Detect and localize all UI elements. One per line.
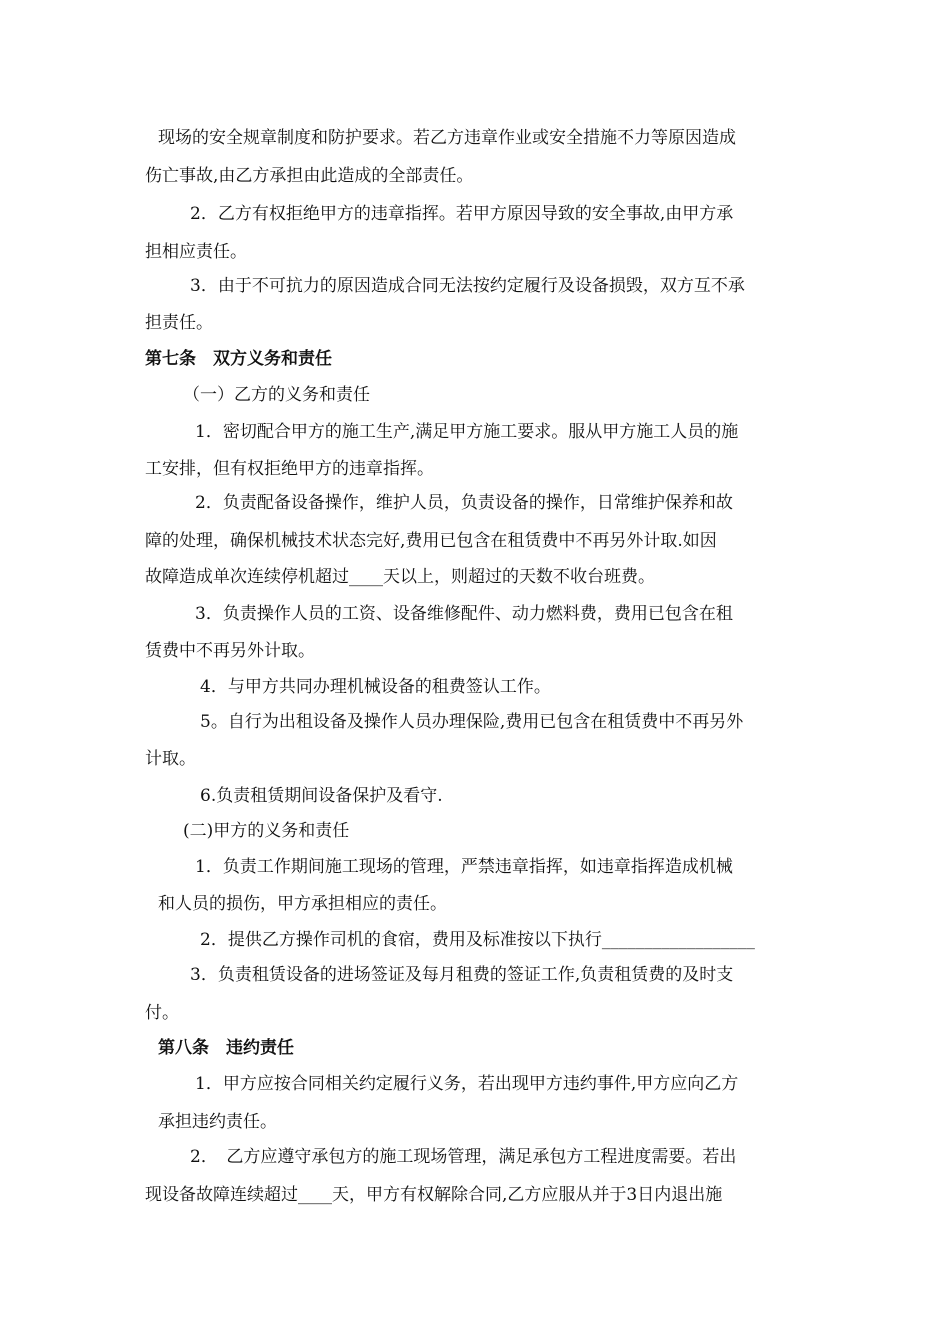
- text-line: 赁费中不再另外计取。: [145, 641, 315, 661]
- text-line: 伤亡事故,由乙方承担由此造成的全部责任。: [145, 166, 474, 186]
- text-line: 承担违约责任。: [158, 1112, 277, 1132]
- text-line: 障的处理，确保机械技术状态完好,费用已包含在租赁费中不再另外计取.如因: [145, 531, 717, 551]
- text-line: 2．负责配备设备操作，维护人员，负责设备的操作，日常维护保养和故: [195, 493, 733, 513]
- text-line: 3．由于不可抗力的原因造成合同无法按约定履行及设备损毁，双方互不承: [190, 276, 745, 296]
- text-line: 2．乙方有权拒绝甲方的违章指挥。若甲方原因导致的安全事故,由甲方承: [190, 204, 734, 224]
- text-line: 付。: [145, 1003, 179, 1023]
- text-line: 6.负责租赁期间设备保护及看守.: [200, 786, 443, 806]
- text-line: 2．提供乙方操作司机的食宿，费用及标准按以下执行__________________: [200, 930, 755, 950]
- subsection-heading: (二)甲方的义务和责任: [183, 821, 350, 841]
- text-line: 担相应责任。: [145, 242, 247, 262]
- text-line: 4．与甲方共同办理机械设备的租费签认工作。: [200, 677, 551, 697]
- section-heading-7: 第七条 双方义务和责任: [145, 349, 332, 369]
- subsection-heading: （一）乙方的义务和责任: [183, 385, 370, 405]
- text-line: 担责任。: [145, 313, 213, 333]
- text-line: 现设备故障连续超过____天，甲方有权解除合同,乙方应服从并于3日内退出施: [145, 1185, 723, 1205]
- text-line: 3．负责租赁设备的进场签证及每月租费的签证工作,负责租赁费的及时支: [190, 965, 734, 985]
- text-line: 和人员的损伤，甲方承担相应的责任。: [158, 894, 447, 914]
- text-line: 故障造成单次连续停机超过____天以上，则超过的天数不收台班费。: [145, 567, 655, 587]
- text-line: 工安排，但有权拒绝甲方的违章指挥。: [145, 459, 434, 479]
- text-line: 1．负责工作期间施工现场的管理，严禁违章指挥，如违章指挥造成机械: [195, 857, 733, 877]
- text-line: 现场的安全规章制度和防护要求。若乙方违章作业或安全措施不力等原因造成: [158, 128, 736, 148]
- text-line: 1．密切配合甲方的施工生产,满足甲方施工要求。服从甲方施工人员的施: [195, 422, 739, 442]
- text-line: 计取。: [145, 749, 196, 769]
- text-line: 2． 乙方应遵守承包方的施工现场管理，满足承包方工程进度需要。若出: [190, 1147, 737, 1167]
- text-line: 5。自行为出租设备及操作人员办理保险,费用已包含在租赁费中不再另外: [200, 712, 744, 732]
- text-line: 3．负责操作人员的工资、设备维修配件、动力燃料费，费用已包含在租: [195, 604, 733, 624]
- text-line: 1．甲方应按合同相关约定履行义务，若出现甲方违约事件,甲方应向乙方: [195, 1074, 739, 1094]
- section-heading-8: 第八条 违约责任: [158, 1038, 294, 1058]
